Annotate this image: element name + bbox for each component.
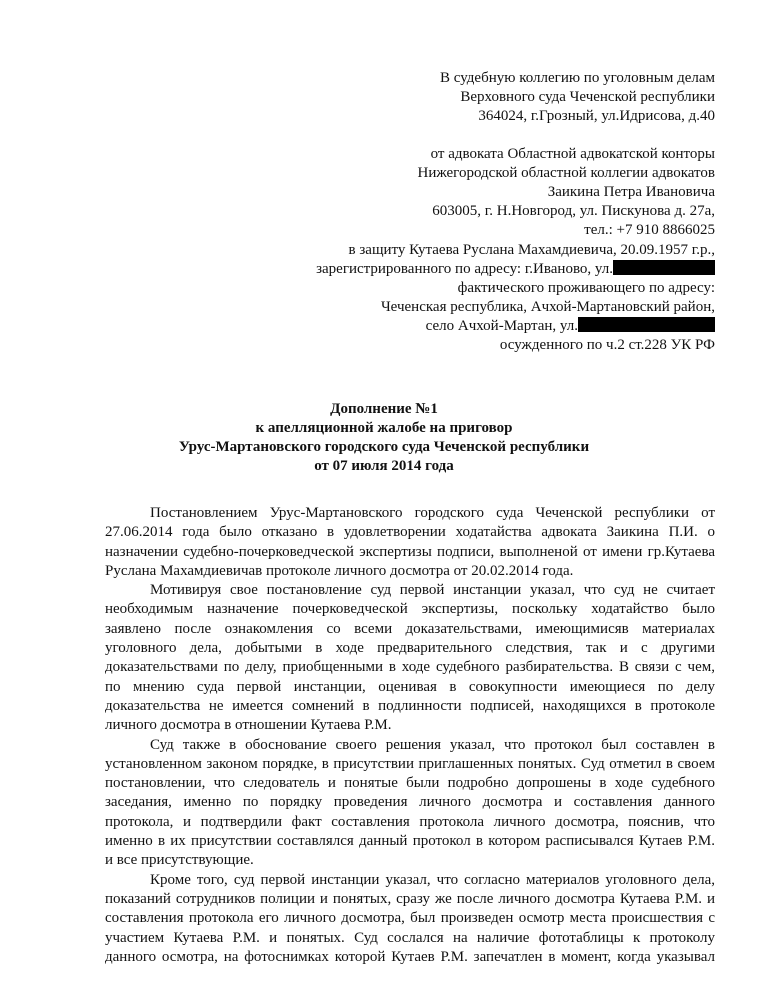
title-line: от 07 июля 2014 года [314, 458, 454, 474]
sender-block [418, 145, 716, 240]
body-line: необходимым назначение почерковедческой экспертизы, поскольку ходатайство было [105, 601, 715, 618]
residence-address-label: село Ачхой-Мартан, ул. [425, 318, 578, 334]
document-body [105, 504, 715, 967]
body-line: Кроме того, суд первой инстанции указал, что согласно материалов уголовного дела, [150, 871, 715, 888]
body-line: заявлено после ознакомления со всеми доказательствами, имеющимисяв материалах [105, 620, 715, 637]
body-line: именно в их присутствии составлялся данный протокол в котором расписывался Кутаев Р.М. [105, 833, 715, 850]
defendant-block [316, 241, 715, 355]
body-line: по мнению суда первой инстанции, оценивая в совокупности имеющиеся по делу [105, 678, 715, 695]
defendant-line: Чеченская республика, Ачхой-Мартановский район, [380, 299, 715, 315]
addressee-block [440, 69, 715, 126]
sender-line: от адвоката Областной адвокатской конторы [430, 146, 715, 162]
body-line: Мотивируя свое постановление суд первой инстанции указал, что суд не считает [150, 582, 715, 599]
defendant-line [316, 260, 715, 279]
sender-line: Заикина Петра Ивановича [547, 184, 715, 200]
sender-line: тел.: +7 910 8866025 [584, 222, 715, 238]
body-line: установленном законом порядке, в присутствии приглашенных понятых. Суд отметил в своем [105, 755, 715, 772]
body-line: назначении судебно-почерковедческой экспертизы подписи, выполненой от имени гр.Кутаева [105, 543, 715, 560]
defendant-line: осужденного по ч.2 ст.228 УК РФ [499, 337, 715, 353]
title-line: Дополнение №1 [330, 401, 438, 417]
sender-line: 603005, г. Н.Новгород, ул. Пискунова д. 27а, [432, 203, 715, 219]
title-line: Урус-Мартановского городского суда Чеченской республики [178, 439, 590, 455]
redaction-bar [578, 317, 715, 332]
body-line: участием Кутаева Р.М. и понятых. Суд сослался на наличие фототаблицы к протоколу [105, 929, 715, 946]
body-line: доказательства не имеется сомнений в подлинности подписей, находящихся в протоколе [105, 697, 715, 714]
sender-line: Нижегородской областной коллегии адвокатов [417, 165, 715, 181]
body-line: Постановлением Урус-Мартановского городского суда Чеченской республики от [150, 505, 715, 521]
defendant-line: фактического проживающего по адресу: [457, 280, 715, 296]
body-line: составления протокола его личного досмотра, был произведен осмотр места происшествия с [105, 910, 715, 927]
body-line: личного досмотра в отношении Кутаева Р.М. [105, 717, 392, 734]
title-line: к апелляционной жалобе на приговор [255, 420, 513, 436]
addressee-line: Верховного суда Чеченской республики [460, 89, 715, 105]
body-line: и все присутствующие. [105, 852, 254, 869]
body-line: уголовного дела, добытыми в ходе предварительного следствия, так и с другими [105, 640, 715, 657]
body-line: показаний сотрудников полиции и понятых, сразу же после личного досмотра Кутаева Р.М. и [105, 890, 715, 907]
body-line: протокола, и подтвердили факт составления протокола личного досмотра, пояснив, что [105, 813, 715, 830]
body-line: доказательствами по делу, приобщенными в ходе судебного разбирательства. В связи с чем, [105, 659, 715, 676]
body-line: Суд также в обоснование своего решения указал, что протокол был составлен в [150, 736, 715, 753]
body-line: заседания, именно по порядку проведения личного досмотра и составления данного [105, 794, 715, 811]
body-line: постановлении, что следователь и понятые были подробно допрошены в ходе судебного [105, 775, 715, 792]
document-title [100, 400, 668, 476]
addressee-line: В судебную коллегию по уголовным делам [440, 70, 715, 86]
redaction-bar [613, 260, 715, 275]
defendant-line: в защиту Кутаева Руслана Махамдиевича, 20.09.1957 г.р., [348, 242, 715, 258]
registered-address-label: зарегистрированного по адресу: г.Иваново, ул. [316, 261, 613, 277]
body-line: данного осмотра, на фотоснимках которой Кутаев Р.М. запечатлен в момент, когда указывал [105, 948, 715, 965]
addressee-line: 364024, г.Грозный, ул.Идрисова, д.40 [478, 108, 715, 124]
body-line: 27.06.2014 года было отказано в удовлетворении ходатайства адвоката Заикина П.И. о [105, 524, 715, 541]
defendant-line [316, 317, 715, 336]
body-line: Руслана Махамдиевичав протоколе личного досмотра от 20.02.2014 года. [105, 562, 574, 579]
